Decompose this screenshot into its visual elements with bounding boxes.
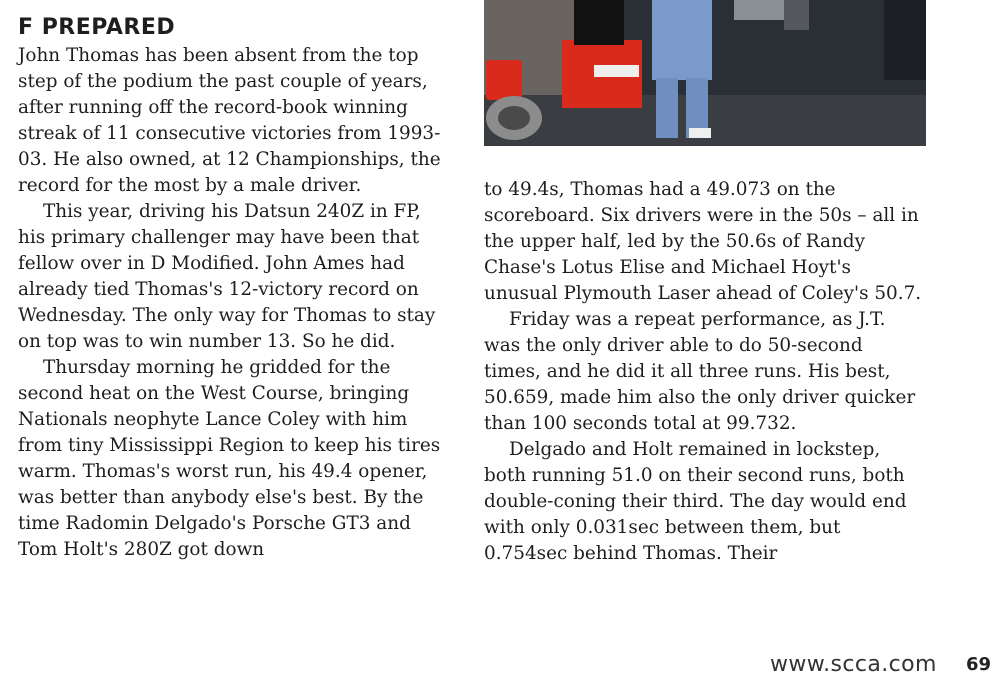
paragraph: Delgado and Holt remained in lockstep, both running 51.0 on their second runs, both double-coning their third. The day would end with only 0.031sec between them, but 0.754sec behind Thomas. Their [484, 439, 907, 564]
paragraph: Friday was a repeat performance, as J.T. was the only driver able to do 50-second times, and he did it all three runs. His best, 50.659, made him also the only driver quicker than 100 seconds total at 99.732. [484, 309, 916, 434]
paragraph: John Thomas has been absent from the top step of the podium the past couple of years, after running off the record-book winning streak of 11 consecutive victories from 1993-03. He also owned, at 12 Championships, the record for the most by a male driver. [18, 45, 441, 196]
page-number: 69 [966, 654, 992, 675]
paragraph: to 49.4s, Thomas had a 49.073 on the scoreboard. Six drivers were in the 50s – all in the upper half, led by the 50.6s of Randy Chase's Lotus Elise and Michael Hoyt's unusual Plymouth Laser ahead of Coley's 50.7. [484, 179, 922, 304]
website-url: www.scca.com [770, 652, 937, 677]
article-column-1 [18, 43, 450, 563]
paragraph: Thursday morning he gridded for the second heat on the West Course, bringing Nationals neophyte Lance Coley with him from tiny Mississippi Region to keep his tires warm. Thomas's worst run, his 49.4 opener, was better than anybody else's best. By the time Radomin Delgado's Porsche GT3 and Tom Holt's 280Z got down [18, 357, 441, 560]
paragraph: This year, driving his Datsun 240Z in FP, his primary challenger may have been that fellow over in D Modified. John Ames had already tied Thomas's 12-victory record on Wednesday. The only way for Thomas to stay on top was to win number 13. So he did. [18, 201, 436, 352]
article-column-2 [484, 177, 924, 567]
section-heading: F PREPARED [18, 15, 176, 40]
garage-photo [484, 0, 926, 146]
